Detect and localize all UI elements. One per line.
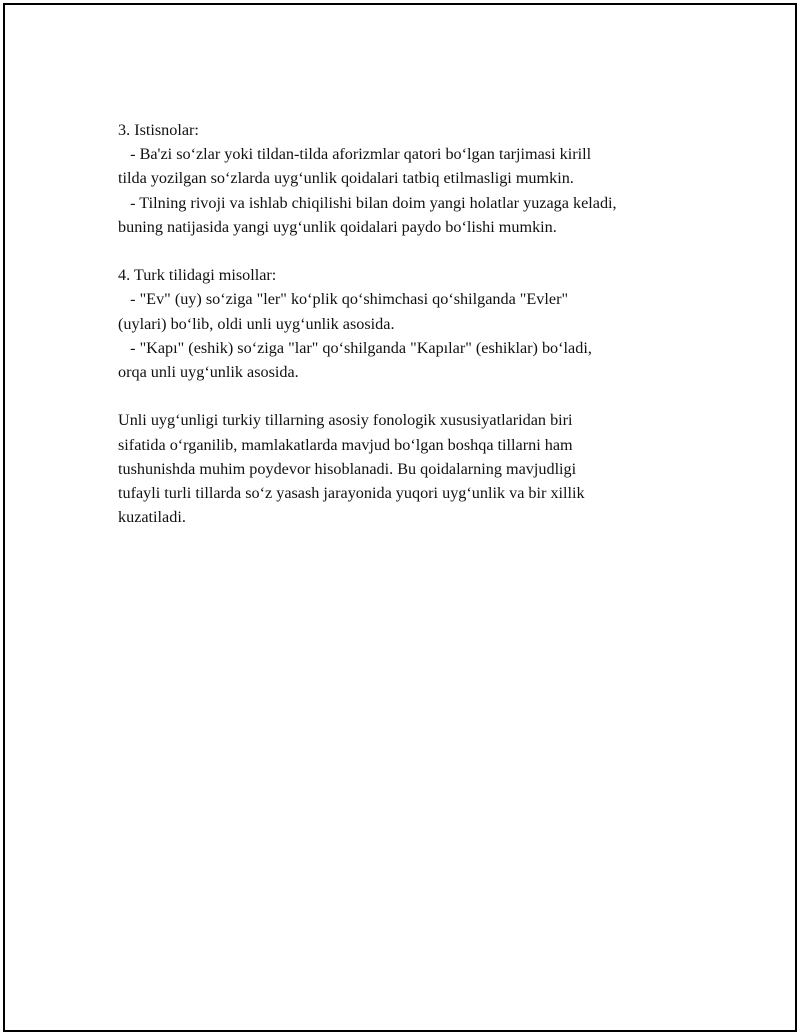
- blank-line: [118, 239, 718, 263]
- conclusion-paragraph: [118, 408, 718, 529]
- paragraph-line: tilda yozilgan so‘zlarda uyg‘unlik qoidalari tatbiq etilmasligi mumkin.: [118, 169, 574, 188]
- paragraph-line: - "Kapı" (eshik) so‘ziga "lar" qo‘shilganda "Kapılar" (eshiklar) bo‘ladi,: [118, 338, 592, 357]
- paragraph-line: (uylari) bo‘lib, oldi unli uyg‘unlik asosida.: [118, 314, 395, 333]
- section-turkish-examples: [118, 263, 718, 384]
- section-exceptions: [118, 118, 718, 239]
- document-body: [118, 118, 718, 529]
- paragraph-line: - "Ev" (uy) so‘ziga "ler" ko‘plik qo‘shimchasi qo‘shilganda "Evler": [118, 290, 569, 309]
- paragraph-line: - Ba'zi so‘zlar yoki tildan-tilda aforizmlar qatori bo‘lgan tarjimasi kirill: [118, 145, 592, 164]
- section-heading: 3. Istisnolar:: [118, 121, 199, 139]
- paragraph-line: - Tilning rivoji va ishlab chiqilishi bilan doim yangi holatlar yuzaga keladi,: [118, 193, 617, 212]
- paragraph-line: tufayli turli tillarda so‘z yasash jarayonida yuqori uyg‘unlik va bir xillik: [118, 484, 585, 503]
- paragraph-line: Unli uyg‘unligi turkiy tillarning asosiy fonologik xususiyatlaridan biri: [118, 411, 573, 430]
- paragraph-line: sifatida o‘rganilib, mamlakatlarda mavjud bo‘lgan boshqa tillarni ham: [118, 435, 573, 454]
- paragraph-line: tushunishda muhim poydevor hisoblanadi. Bu qoidalarning mavjudligi: [118, 459, 577, 478]
- paragraph-line: buning natijasida yangi uyg‘unlik qoidalari paydo bo‘lishi mumkin.: [118, 217, 557, 236]
- blank-line: [118, 384, 718, 408]
- paragraph-line: orqa unli uyg‘unlik asosida.: [118, 363, 299, 382]
- paragraph-line: kuzatiladi.: [118, 508, 186, 527]
- section-heading: 4. Turk tilidagi misollar:: [118, 266, 277, 285]
